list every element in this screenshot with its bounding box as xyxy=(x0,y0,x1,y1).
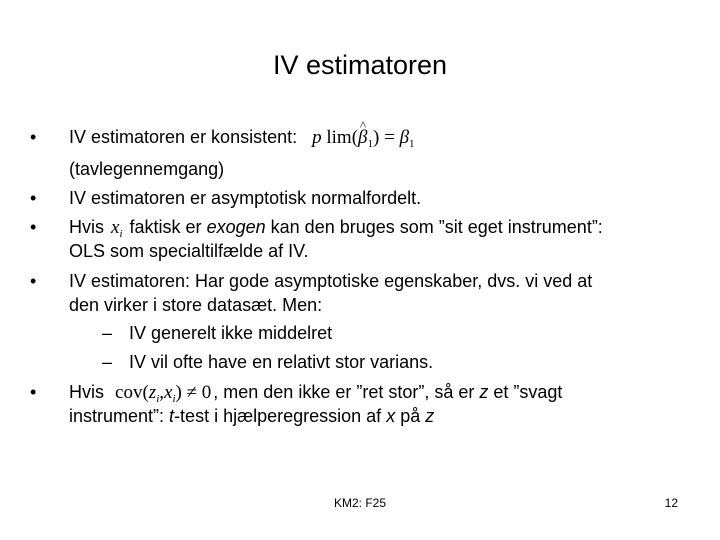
plim-formula: p lim(^ $\beta_1) = \beta_1$ xyxy=(312,127,414,155)
bullet-4: IV estimatoren: Har gode asymptotiske egenskaber, dvs. vi ved at xyxy=(69,271,593,291)
bullet-5-line-2 xyxy=(69,405,434,427)
bullet-1 xyxy=(69,126,415,155)
footer-course-label: KM2: F25 xyxy=(333,496,387,510)
cov-formula: $cov(z_i,x_i) \ne 0$ xyxy=(115,382,212,405)
bullet-marker: • xyxy=(30,271,37,291)
bullet-5-line2-prefix: instrument”: xyxy=(69,406,165,426)
subitem-dash: – xyxy=(102,323,113,343)
bullet-3-prefix: Hvis xyxy=(69,217,104,237)
bullet-5-line2-z: z xyxy=(425,406,435,426)
bullet-5-prefix: Hvis xyxy=(69,382,104,402)
bullet-3-middle: faktisk er xyxy=(129,217,202,237)
slide-title: IV estimatoren xyxy=(272,50,448,80)
bullet-5-suffix-after: et ”svagt xyxy=(493,382,563,402)
bullet-marker: • xyxy=(30,188,37,208)
subitem-dash: – xyxy=(102,352,113,372)
bullet-marker: • xyxy=(30,127,37,147)
subitem-2: IV vil ofte have en relativt stor varians. xyxy=(129,352,434,372)
page-number: 12 xyxy=(664,496,678,510)
subitem-1: IV generelt ikke middelret xyxy=(129,323,333,343)
bullet-5-line2-pa: på xyxy=(400,406,421,426)
bullet-5-line2-t: t xyxy=(169,406,175,426)
bullet-3-emphasis: exogen xyxy=(206,217,266,237)
bullet-marker: • xyxy=(30,217,37,237)
bullet-2: IV estimatoren er asymptotisk normalfordelt. xyxy=(69,188,422,208)
bullet-4-continuation: den virker i store datasæt. Men: xyxy=(69,295,323,315)
bullet-marker: • xyxy=(30,382,37,402)
bullet-5-line2-x: x xyxy=(386,406,396,426)
bullet-1-text: IV estimatoren er konsistent: xyxy=(69,127,298,147)
bullet-5-line2-middle: -test i hjælperegression af xyxy=(174,406,382,426)
bullet-3-suffix: kan den bruges som ”sit eget instrument”: xyxy=(270,217,603,237)
bullet-5-var-z: z xyxy=(479,382,489,402)
bullet-5-suffix-before: , men den ikke er ”ret stor”, så er xyxy=(213,382,475,402)
xi-variable: $x_i$ xyxy=(111,217,123,240)
bullet-1-continuation: (tavlegennemgang) xyxy=(69,159,225,179)
bullet-3-continuation: OLS som specialtilfælde af IV. xyxy=(69,241,309,261)
